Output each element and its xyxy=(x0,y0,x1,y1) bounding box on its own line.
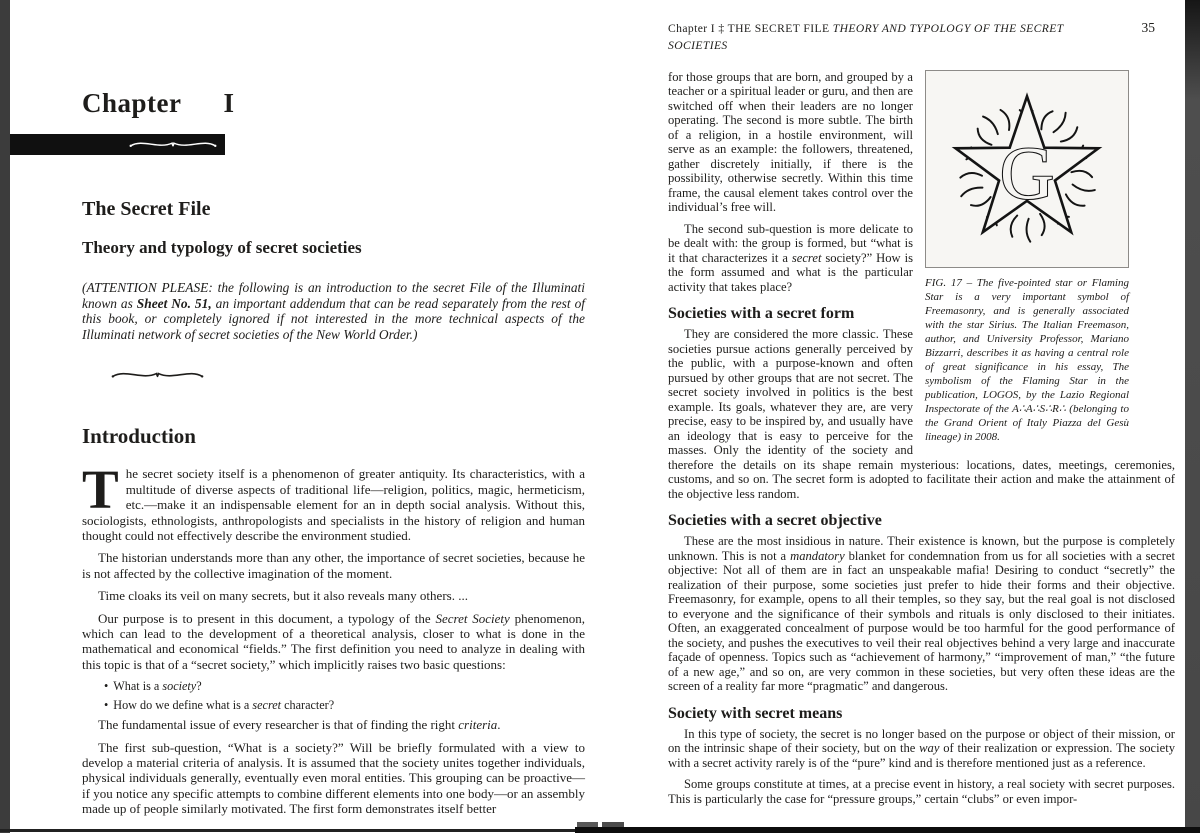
paragraph-text: of their realization or expression. The society with a secret activity rarely is of the “pure” kind and is therefore mentioned just as a reference. xyxy=(668,741,1175,770)
right-page xyxy=(668,20,1175,813)
list-item-text: ? xyxy=(196,679,202,694)
list-item-text: What is a xyxy=(113,679,163,694)
paragraph xyxy=(668,727,1175,771)
divider-swash xyxy=(110,367,585,383)
paragraph-text: These are the most insidious in nature. Their existence is known, but the purpose is completely unknown. This is not a xyxy=(668,534,1175,563)
header-title-roman: THE SECRET FILE xyxy=(727,22,833,35)
paragraph-text: blanket for condemnation from us for all societies with a secret objective: Not all of them are in fact an unspeakable mafia! Desiring to conduct “secretly” the realization of their purpose, some societies just prefer to hide their forms and their objective. Freemasonry, for example, opens to all their temples, so they say, but the real goal is not disclosed to everyone and the significance of their symbols and rituals is only disclosed to their initiates. Often, an exaggerated concealment of purpose would be too harmful for the good performance of the society, and pushes the executives to veil their real objectives behind a very large and inaccurate façade of openness. Topics such as “achievement of harmony,” “improvement of man,” “the future of a new age,” and so on, are very common in these societies, but very often these ideas are the screen of a reality far more “pragmatic” and dangerous. xyxy=(668,548,1176,694)
list-item-italic-text: society xyxy=(162,679,197,694)
paragraph xyxy=(668,534,1175,694)
left-page xyxy=(82,88,585,824)
heading-secret-means: Society with secret means xyxy=(668,704,843,722)
paragraph-italic-text: mandatory xyxy=(790,548,845,563)
divider-swash-icon xyxy=(110,367,205,383)
paragraph-text: The fundamental issue of every researcher is that of finding the right xyxy=(98,717,459,733)
bullet-icon: • xyxy=(104,698,109,713)
paragraph-italic-text: way xyxy=(919,741,940,756)
flaming-star-figure xyxy=(925,70,1129,268)
list-item-text: How do we define what is a xyxy=(113,698,253,713)
paragraph-text: society?” How is the form assumed and what is the particular activity that takes place? xyxy=(668,250,913,294)
running-header xyxy=(668,20,1104,55)
book-left-edge xyxy=(0,0,10,833)
paragraph-text: phenomenon, which can lead to the development of a theoretical analysis, closer to what is done in the mathematical and economical “fields.” The first definition you need to analyze in dealing with this topic is that of a “secret society,” which implicitly raises two basic questions: xyxy=(82,610,586,672)
binding-tab xyxy=(602,822,624,827)
paragraph-dropcap xyxy=(82,459,585,543)
heading-secret-form: Societies with a secret form xyxy=(668,305,855,323)
paragraph-text: . xyxy=(497,717,501,733)
introduction-heading: Introduction xyxy=(82,424,196,449)
paragraph: They are considered the more classic. These societies pursue actions generally perceived by the public, with a purpose-known and often pursued by other groups that are not secret. The secret society involved in politics is the best example. Its goals, whatever they are, are very precise, easy to be inspired by, and usually have an ideology that is easy to perceive for the masses. Only the identity of the society and therefore the details on its shape remain mysterious: locations, dates, meetings, ceremonies, customs, and so on. The secret form is adopted to facilitate their action and make the attainment of the objective less random. xyxy=(668,327,1175,501)
paragraph xyxy=(82,611,585,673)
paragraph-text: he secret society itself is a phenomenon of greater antiquity. Its characteristics, with a multitude of diverse aspects of traditional life—religion, politics, magic, hermeticism, etc.—make it an indispensable element for an in depth social analysis. Without this, sociologists, ethnologists, anthropologists and specialists in the history of religion and human thought could not effectively describe the environment studied. xyxy=(82,466,585,543)
paragraph: Some groups constitute at times, at a precise event in history, a real society with secret purposes. This is particularly the case for “pressure groups,” certain “clubs” or even impor- xyxy=(668,777,1175,806)
chapter-numeral: I xyxy=(223,88,235,118)
book-bottom-edge xyxy=(575,827,1200,833)
paragraph: for those groups that are born, and grouped by a teacher or a spiritual leader or guru, and then are switched off when their leaders are no longer operating. The second is more subtle. The birth of a religion, in a hostile environment, will serve as an example: the followers, threatened, gather discretely initially, if there is the possibility, otherwise secretly. Within this time frame, the causal element takes control over the individual’s free will. xyxy=(668,69,913,215)
paragraph-italic-text: criteria xyxy=(458,717,498,733)
chapter-word: Chapter xyxy=(82,88,182,118)
list-item-text: character? xyxy=(281,698,335,713)
binding-tab xyxy=(577,822,598,827)
paragraph-italic-text: Secret Society xyxy=(435,610,510,626)
paragraph xyxy=(82,717,585,732)
list-item xyxy=(104,679,585,693)
chapter-heading xyxy=(82,88,585,122)
paragraph: The first sub-question, “What is a society?” Will be briefly formulated with a view to develop a material criteria of analysis. It is assumed that the society unites together individuals, physical individuals generally, eventually even moral entities. This grouping can be proactive—if you notice any specific attempts to combine different elements into one body—or an assembly made up of people similarly motivated. The first form demonstrates itself better xyxy=(82,739,586,817)
chapter-black-bar xyxy=(10,134,225,155)
figure-block xyxy=(913,70,1175,448)
cross-separator-icon: ‡ xyxy=(718,22,725,35)
flourish-swash-icon xyxy=(128,137,218,152)
page-number: 35 xyxy=(1141,20,1155,35)
section-subtitle: Theory and typology of secret societies xyxy=(82,238,362,257)
note-text: (ATTENTION PLEASE: the following is an introduction to the secret File of the Illuminati known as xyxy=(82,280,585,311)
paragraph-italic-text: secret xyxy=(791,250,822,265)
paragraph-text: Our purpose is to present in this document, a typology of the xyxy=(98,610,436,626)
list-item xyxy=(104,698,585,712)
paragraph-text: The second sub-question is more delicate to be dealt with: the group is formed, but “what is it that characterizes it a xyxy=(668,221,913,265)
list-item-italic-text: secret xyxy=(252,698,282,713)
drop-cap: T xyxy=(82,459,119,521)
note-bold-text: Sheet No. 51, xyxy=(136,295,212,311)
flaming-star-icon xyxy=(929,74,1125,264)
note-text: an important addendum that can be read separately from the rest of this book, or completely ignored if not interested in the more technical aspects of the Illuminati network of secret societies of the New World Order.) xyxy=(82,295,585,342)
bullet-icon: • xyxy=(104,679,109,694)
left-page-body xyxy=(82,459,586,817)
paragraph-text: In this type of society, the secret is no longer based on the purpose or object of their mission, or on the intrinsic shape of their society, but on the xyxy=(668,726,1175,756)
section-title: The Secret File xyxy=(82,198,211,220)
letter-g: G xyxy=(999,132,1055,216)
attention-note xyxy=(82,280,585,342)
right-page-body xyxy=(668,70,1175,807)
book-right-edge xyxy=(1185,0,1200,833)
heading-secret-objective: Societies with a secret objective xyxy=(668,512,882,530)
header-title-italic: THEORY AND TYPOLOGY OF THE SECRET SOCIETIES xyxy=(668,22,1064,53)
paragraph: The historian understands more than any other, the importance of secret societies, because he is not affected by the collective imagination of the moment. xyxy=(82,550,585,581)
paragraph: Time cloaks its veil on many secrets, but it also reveals many others. ... xyxy=(98,588,468,604)
header-chapter: Chapter I xyxy=(668,22,716,35)
figure-caption: FIG. 17 – The five-pointed star or Flaming Star is a very important symbol of Freemasonry, and is generally associated with the star Sirius. The Italian Freemason, author, and University Professor, Mariano Bizzarri, describes it as having a central role of great significance in his essay, The symbolism of the Flaming Star in the publication, LOGOS, by the Lazio Regional Inspectorate of the A∴A∴S∴R∴ (belonging to the Grand Orient of Italy Piazza del Gesù lineage) in 2008. xyxy=(925,276,1129,443)
